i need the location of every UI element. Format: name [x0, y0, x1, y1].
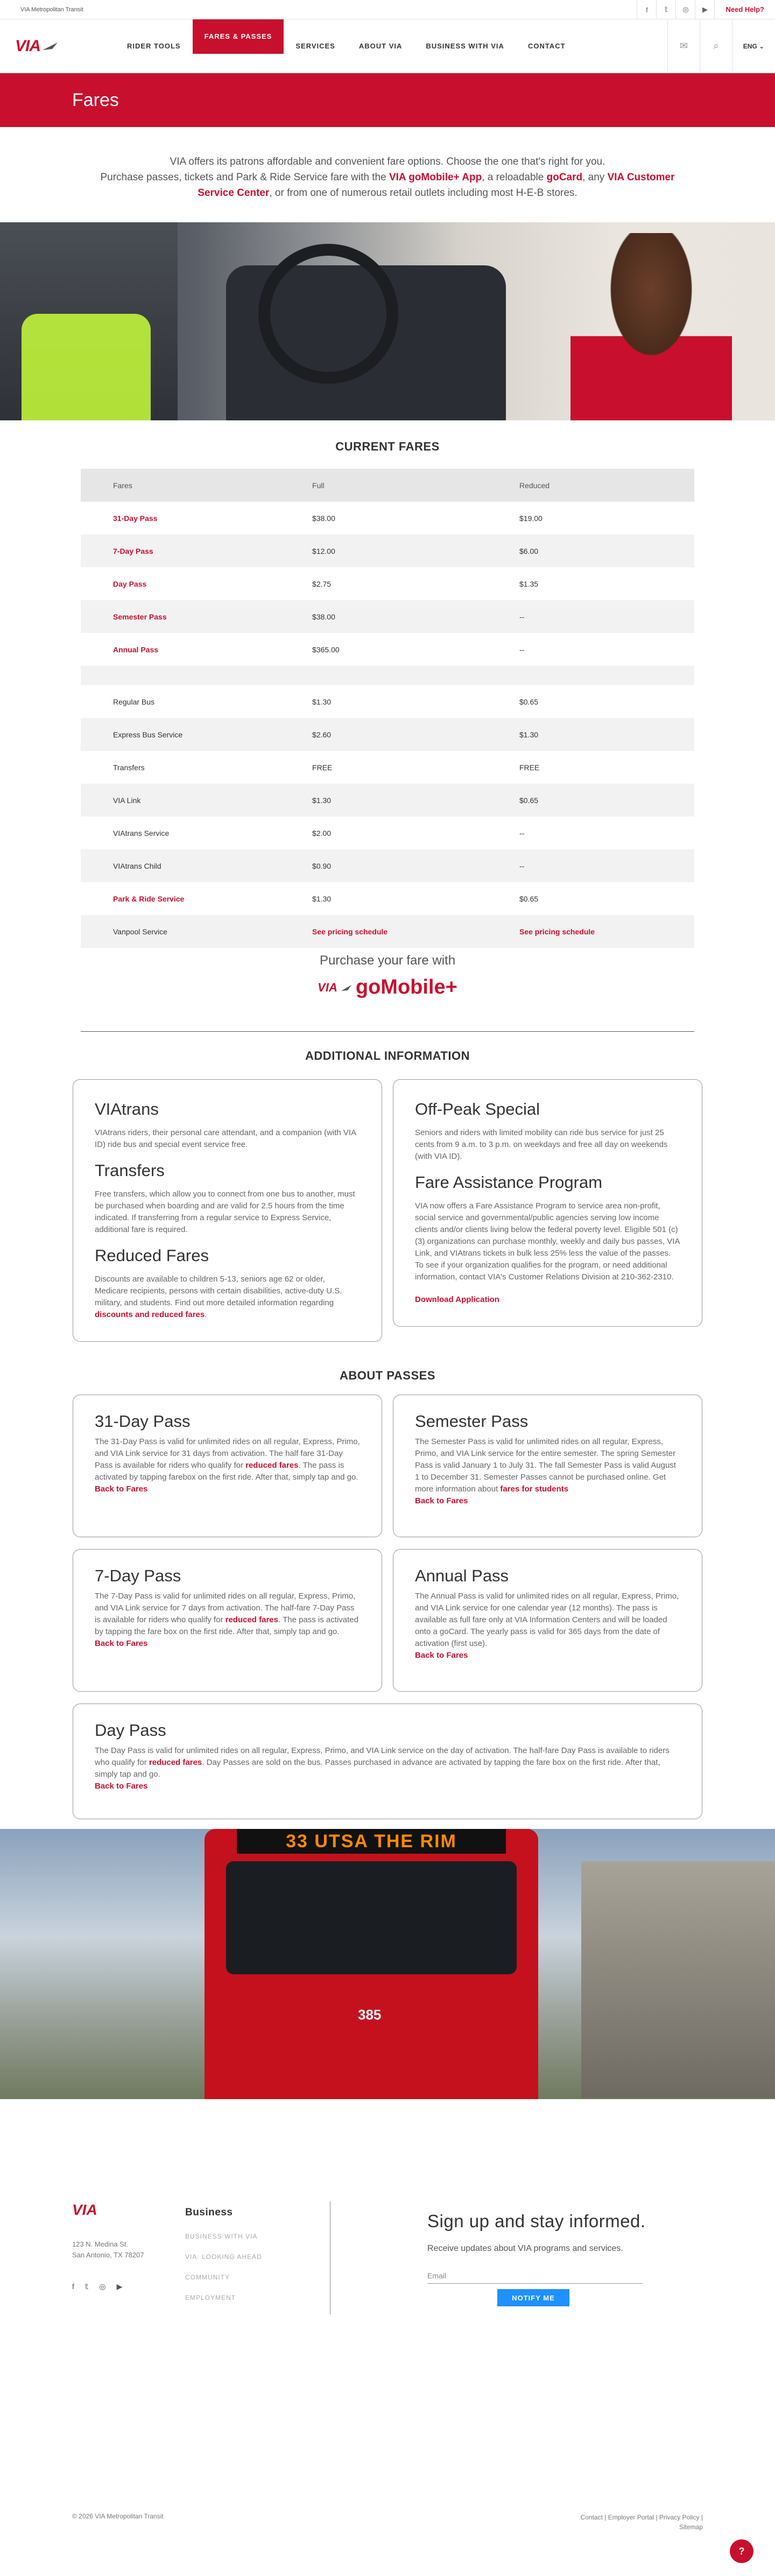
download-application-link[interactable]: Download Application	[415, 1295, 499, 1304]
semester-pass-text	[415, 1436, 680, 1495]
search-icon[interactable]: ⌕	[700, 19, 732, 73]
7-day-pass-body: The 7-Day Pass is valid for unlimited rides on all regular, Express, Primo, and VIA Link service for 7 days from activation. The half-fare 7-Day Pass is available for riders who qualify for	[95, 1592, 356, 1624]
fare-row	[81, 567, 694, 600]
day-pass-heading: Day Pass	[95, 1721, 166, 1740]
newsletter-signup	[330, 2201, 646, 2314]
offpeak-text: Seniors and riders with limited mobility can ride bus service for just 25 cents from 9 a.m. to 3 p.m. on weekdays and free all day on weekends (with VIA ID).	[415, 1128, 668, 1161]
fare-full: $2.75	[312, 579, 332, 588]
photo-overpass	[581, 1861, 775, 2098]
fare-name[interactable]: 7-Day Pass	[81, 534, 280, 567]
footer-social	[72, 2282, 185, 2291]
photo-steering-wheel	[258, 244, 398, 384]
driver-passenger-photo	[0, 222, 775, 420]
reduced-fares-text: Discounts are available to children 5-13, seniors age 62 or older, Medicare recipients, persons with certain disabilities, active-duty U.S. military, and students. Find out more detailed information regarding discounts and reduced fares.	[95, 1275, 342, 1319]
fare-row	[81, 817, 694, 849]
fare-full: $38.00	[312, 513, 335, 523]
passes-row-1	[73, 1395, 702, 1537]
viatrans-text: VIAtrans riders, their personal care attendant, and a companion (with VIA ID) ride bus and special event service free.	[95, 1128, 356, 1149]
fare-reduced: $19.00	[519, 513, 542, 523]
viatrans-card	[73, 1079, 382, 1342]
page-title-band	[0, 73, 775, 127]
footer	[0, 2201, 775, 2314]
fares-header-row	[81, 469, 694, 502]
nav-services[interactable]: SERVICES	[295, 42, 335, 50]
back-to-fares-link[interactable]: Back to Fares	[415, 1651, 468, 1660]
fare-name[interactable]: 31-Day Pass	[113, 513, 158, 523]
address-line-2: San Antonio, TX 78207	[72, 2251, 144, 2259]
copyright: © 2026 VIA Metropolitan Transit	[72, 2512, 164, 2520]
footer-links-line-1[interactable]: Contact | Employer Portal | Privacy Policy |	[580, 2514, 703, 2521]
nav-rider-tools[interactable]: RIDER TOOLS	[127, 42, 181, 50]
social-links	[637, 0, 714, 19]
help-chat-icon[interactable]: ?	[730, 2539, 753, 2563]
fares-body	[81, 502, 694, 948]
fare-row	[81, 502, 694, 534]
annual-pass-heading: Annual Pass	[415, 1566, 509, 1585]
fare-name: Regular Bus	[113, 697, 155, 706]
intro-text-part: Purchase passes, tickets and Park & Ride Service fare with the	[100, 172, 389, 183]
additional-info-cards	[73, 1079, 702, 1342]
footer-address	[72, 2239, 185, 2261]
fare-reduced: FREE	[519, 763, 540, 772]
transfers-heading: Transfers	[95, 1161, 165, 1180]
intro-text-part: , a reloadable	[482, 172, 547, 183]
back-to-fares-link[interactable]: Back to Fares	[95, 1639, 148, 1648]
fare-reduced: --	[519, 828, 525, 837]
top-utility-bar	[0, 0, 775, 19]
semester-pass-heading: Semester Pass	[415, 1412, 529, 1431]
gomobile-app-link[interactable]: VIA goMobile+ App	[389, 172, 482, 183]
address-line-1: 123 N. Medina St.	[72, 2240, 129, 2248]
fare-full: $2.60	[280, 718, 487, 751]
fare-full: $365.00	[312, 645, 340, 654]
nav-contact[interactable]: CONTACT	[527, 42, 566, 50]
signup-heading: Sign up and stay informed.	[427, 2211, 646, 2231]
language-label: ENG	[743, 42, 757, 50]
current-fares-title: CURRENT FARES	[335, 440, 440, 453]
fare-name[interactable]: Annual Pass	[113, 645, 159, 654]
gomobile-name: goMobile+	[355, 976, 457, 998]
day-pass-body-end: . Day Passes are sold on the bus. Passes purchased in advance are activated by tapping the fare box on the first ride. After that, simply tap and go.	[95, 1758, 660, 1779]
fares-table	[81, 469, 694, 948]
31-day-pass-body-end: . The pass is activated by tapping farebox on the first ride. After that, simply tap and go.	[95, 1461, 358, 1482]
fare-reduced: $1.35	[519, 579, 539, 588]
notify-me-button[interactable]: NOTIFY ME	[497, 2289, 569, 2306]
passes-row-2	[73, 1549, 702, 1692]
day-reduced-fares-link[interactable]: reduced fares	[149, 1758, 202, 1767]
site-name: VIA Metropolitan Transit	[20, 6, 83, 13]
signup-text: Receive updates about VIA programs and services.	[427, 2244, 623, 2253]
fare-row	[81, 600, 694, 633]
fare-reduced: $6.00	[487, 534, 694, 567]
fare-reduced: $0.65	[519, 697, 539, 706]
annual-pass-card	[393, 1549, 702, 1692]
transfers-text: Free transfers, which allow you to connect from one bus to another, must be purchased when boarding and are valid for 2.5 hours from the time indicated. If transferring from a regular service to Express Service, additional fare is required.	[95, 1190, 355, 1234]
mail-icon[interactable]: ✉	[667, 19, 700, 73]
fare-reduced[interactable]: See pricing schedule	[487, 915, 694, 948]
about-passes-title: ABOUT PASSES	[340, 1369, 435, 1382]
fare-assistance-heading: Fare Assistance Program	[415, 1173, 603, 1192]
annual-pass-text: The Annual Pass is valid for unlimited rides on all regular, Express, Primo, and VIA Link service for one calendar year (12 months). The pass is available as full fare only at VIA Information Centers and will be loaded onto a goCard. The yearly pass is valid for 365 days from the date of activation (first use).	[415, 1592, 679, 1648]
language-selector[interactable]	[732, 19, 775, 73]
fare-row	[81, 882, 694, 915]
7-day-pass-heading: 7-Day Pass	[95, 1566, 181, 1585]
fare-reduced: $0.65	[519, 894, 539, 903]
footer-link-employment[interactable]: EMPLOYMENT	[185, 2294, 236, 2301]
gomobile-swoosh-icon	[341, 983, 353, 992]
via-logo-text: VIA	[15, 37, 41, 55]
fare-full: $1.30	[312, 894, 332, 903]
day-pass-body: The Day Pass is valid for unlimited rides on all regular, Express, Primo, and VIA Link service on the day of activation. The half-fare Day Pass is available to riders who qualify for	[95, 1746, 670, 1767]
fare-full: $0.90	[280, 849, 487, 882]
fare-row	[81, 718, 694, 751]
fare-name[interactable]: Park & Ride Service	[113, 894, 185, 903]
7-day-pass-text	[95, 1590, 360, 1638]
back-to-fares-link[interactable]: Back to Fares	[415, 1496, 468, 1505]
gomobile-logo[interactable]	[81, 976, 694, 999]
intro-text-part: , or from one of numerous retail outlets including most H-E-B stores.	[269, 187, 577, 199]
fare-full: FREE	[312, 763, 333, 772]
fare-reduced: $1.30	[487, 718, 694, 751]
youtube-icon[interactable]: ▶	[695, 0, 714, 19]
back-to-fares-link[interactable]: Back to Fares	[95, 1782, 148, 1791]
intro-line-1: VIA offers its patrons affordable and convenient fare options. Choose the one that's right for you.	[170, 156, 605, 167]
purchase-text: Purchase your fare with	[319, 953, 456, 968]
photo-passenger	[570, 233, 732, 420]
footer-contact-col	[72, 2201, 185, 2314]
footer-bottom	[72, 2512, 703, 2532]
instagram-icon[interactable]: ◎	[99, 2282, 106, 2291]
nav-utilities	[667, 19, 775, 73]
31-day-pass-card	[73, 1395, 382, 1537]
fare-row	[81, 685, 694, 718]
31-day-pass-body: The 31-Day Pass is valid for unlimited rides on all regular, Express, Primo, and VIA Link service for 31 days from activation. The half fare 31-Day Pass is available for riders who qualify for	[95, 1437, 360, 1470]
footer-link-looking-ahead[interactable]: VIA: LOOKING AHEAD	[185, 2253, 262, 2261]
fare-name[interactable]: Semester Pass	[81, 600, 280, 633]
fare-reduced: --	[519, 645, 525, 654]
topbar-right	[637, 0, 775, 19]
fare-name: Vanpool Service	[81, 915, 280, 948]
intro-text	[89, 154, 686, 201]
7-day-reduced-fares-link[interactable]: reduced fares	[225, 1615, 278, 1624]
need-help-link[interactable]: Need Help?	[714, 0, 775, 19]
fare-row	[81, 915, 694, 948]
fare-reduced: --	[487, 600, 694, 633]
via-logo-swoosh-icon	[41, 40, 60, 52]
fare-name[interactable]: Day Pass	[113, 579, 147, 588]
header-fares: Fares	[81, 469, 280, 502]
fare-full: $38.00	[280, 600, 487, 633]
nav-business-with-via[interactable]: BUSINESS WITH VIA	[426, 42, 504, 50]
fare-row	[81, 534, 694, 567]
facebook-icon[interactable]: f	[637, 0, 656, 19]
fare-row	[81, 784, 694, 817]
fare-full[interactable]: See pricing schedule	[280, 915, 487, 948]
reduced-fares-link[interactable]: discounts and reduced fares	[95, 1310, 205, 1319]
fare-assistance-text: VIA now offers a Fare Assistance Program to service area non-profit, social service and governmental/public agencies serving low income clients and/or clients living below the federal poverty level. Eligible 501 (c) (3) organizations can purchase monthly, weekly and daily bus passes, VIA Link, and VIAtrans tickets in bulk less 25% less the value of the passes. To see if your organization qualifies for the program, or need additional information, contact VIA's Customer Relations Division at 210-362-2310.	[415, 1201, 680, 1282]
instagram-icon[interactable]: ◎	[675, 0, 695, 19]
email-field[interactable]: Email	[427, 2271, 643, 2284]
fare-name: Transfers	[113, 763, 145, 772]
fare-row	[81, 751, 694, 784]
nav-about-via[interactable]: ABOUT VIA	[358, 42, 403, 50]
semester-pass-card	[393, 1395, 702, 1537]
viatrans-heading: VIAtrans	[95, 1100, 159, 1118]
header-reduced: Reduced	[487, 469, 694, 502]
semester-pass-body: The Semester Pass is valid for unlimited rides on all regular, Express, Primo, and VIA Link service for the entire semester. The spring Semester Pass is valid January 1 to July 31. The fall Semester Pass is valid August 1 to December 31. Semester Passes cannot be purchased online. Get more information about	[415, 1437, 676, 1494]
footer-via-logo[interactable]: VIA	[72, 2201, 97, 2218]
fare-name: VIAtrans Service	[113, 828, 170, 837]
photo-bus-destination-sign: 33 UTSA THE RIM	[237, 1829, 506, 1854]
31-day-pass-text	[95, 1436, 360, 1483]
twitter-icon[interactable]: 𝕥	[84, 2282, 89, 2291]
day-pass-text	[95, 1745, 680, 1780]
twitter-icon[interactable]: 𝕥	[656, 0, 675, 19]
youtube-icon[interactable]: ▶	[116, 2282, 123, 2291]
reduced-fares-body: Discounts are available to children 5-13, seniors age 62 or older, Medicare recipients, persons with certain disabilities, active-duty U.S. military, and students. Find out more detailed information regarding	[95, 1275, 342, 1307]
via-logo[interactable]	[15, 34, 67, 58]
facebook-icon[interactable]: f	[72, 2282, 74, 2291]
customer-service-center-link[interactable]: VIA Customer Service Center	[198, 172, 675, 199]
header-full: Full	[280, 469, 487, 502]
photo-bus-windshield	[226, 1861, 517, 1974]
fares-for-students-link[interactable]: fares for students	[500, 1484, 569, 1494]
offpeak-card	[393, 1079, 702, 1327]
additional-info-title: ADDITIONAL INFORMATION	[305, 1049, 470, 1062]
gocard-link[interactable]: goCard	[546, 172, 583, 183]
fare-name: Express Bus Service	[81, 718, 280, 751]
fare-full: $1.30	[312, 697, 332, 706]
day-pass-card	[73, 1704, 702, 1819]
reduced-fares-heading: Reduced Fares	[95, 1246, 209, 1265]
fare-table-spacer	[81, 666, 694, 685]
photo-safety-vest	[22, 314, 151, 420]
offpeak-heading: Off-Peak Special	[415, 1100, 540, 1118]
fare-reduced: --	[487, 849, 694, 882]
back-to-fares-link[interactable]: Back to Fares	[95, 1484, 148, 1494]
footer-legal-links	[581, 2512, 703, 2532]
nav-fares-passes[interactable]: FARES & PASSES	[193, 19, 284, 54]
7-day-pass-body-end: . The pass is activated by tapping the fare box on the first ride. After that, simply tap and go.	[95, 1615, 358, 1636]
fare-row	[81, 633, 694, 666]
page-title: Fares	[72, 89, 119, 110]
section-divider	[81, 1031, 694, 1032]
footer-business-col	[185, 2201, 330, 2314]
bus-bike-rack-photo	[0, 1829, 775, 2099]
gomobile-via-text: VIA	[318, 980, 337, 994]
fare-full: $2.00	[312, 828, 332, 837]
fare-reduced: $0.65	[487, 784, 694, 817]
fares-table-wrap	[81, 469, 694, 999]
intro-text-part: , any	[582, 172, 608, 183]
fare-name: VIA Link	[81, 784, 280, 817]
fare-full: $12.00	[280, 534, 487, 567]
31-day-reduced-fares-link[interactable]: reduced fares	[245, 1461, 299, 1470]
7-day-pass-card	[73, 1549, 382, 1692]
fare-name: VIAtrans Child	[81, 849, 280, 882]
sitemap-link[interactable]: Sitemap	[679, 2523, 703, 2531]
31-day-pass-heading: 31-Day Pass	[95, 1412, 191, 1431]
footer-link-community[interactable]: COMMUNITY	[185, 2274, 230, 2281]
chevron-down-icon: ⌄	[759, 42, 765, 50]
main-navigation	[0, 19, 775, 73]
footer-link-business-with-via[interactable]: BUSINESS WITH VIA	[185, 2233, 258, 2240]
nav-items	[115, 19, 577, 73]
fare-row	[81, 849, 694, 882]
fare-full: $1.30	[280, 784, 487, 817]
photo-bus-number: 385	[358, 2007, 382, 2023]
footer-business-heading: Business	[185, 2207, 233, 2218]
